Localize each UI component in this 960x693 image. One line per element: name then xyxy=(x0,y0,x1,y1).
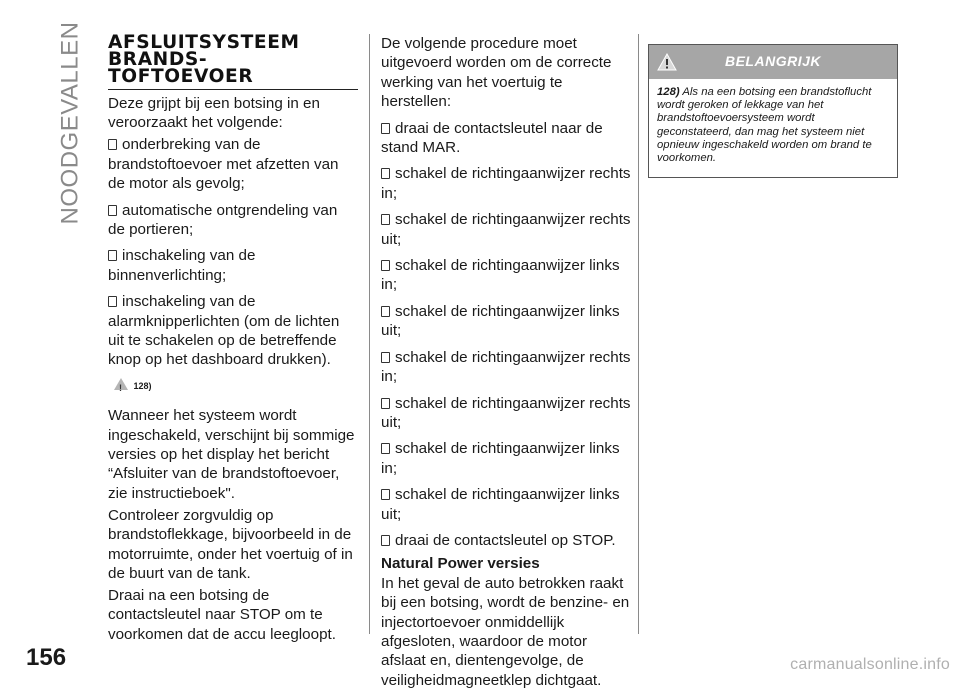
notice-number: 128) xyxy=(657,86,680,98)
list-item xyxy=(381,439,631,478)
list-item-text: automatische ontgrendeling van de portieren; xyxy=(108,201,338,238)
list-item xyxy=(381,210,631,249)
checkbox-bullet-icon xyxy=(381,535,390,546)
heading-line: AFSLUITSYSTEEM xyxy=(108,32,300,53)
list-item xyxy=(108,292,358,370)
subheading: Natural Power versies xyxy=(381,555,540,573)
intro-text: Deze grijpt bij een botsing in en veroorzaakt het volgende: xyxy=(108,95,320,132)
warning-triangle-icon xyxy=(657,53,677,71)
warning-triangle-icon xyxy=(114,378,128,390)
section-heading xyxy=(108,34,358,90)
list-item-text: schakel de richtingaanwijzer links uit; xyxy=(381,302,620,340)
list-item-text: inschakeling van de alarmknipperlichten (om de lichten uit te schakelen op de betreffende knop op het dashboard drukken). xyxy=(108,293,340,369)
checkbox-bullet-icon xyxy=(381,398,390,409)
list-item-text: schakel de richtingaanwijzer links in; xyxy=(381,257,620,294)
heading-line: BRANDS- xyxy=(108,49,208,70)
checkbox-bullet-icon xyxy=(381,443,390,454)
list-item xyxy=(381,164,631,203)
list-item xyxy=(381,302,631,341)
intro-text: De volgende procedure moet uitgevoerd worden om de correcte werking van het voertuig te herstellen: xyxy=(381,35,612,111)
list-item xyxy=(381,119,631,158)
column-3 xyxy=(648,34,898,178)
list-item xyxy=(381,394,631,433)
list-item-text: schakel de richtingaanwijzer rechts uit; xyxy=(381,394,631,431)
checkbox-bullet-icon xyxy=(381,260,390,271)
list-item xyxy=(381,348,631,387)
list-item xyxy=(108,201,358,240)
list-item-text: schakel de richtingaanwijzer links uit; xyxy=(381,486,620,523)
list-item-text: draai de contactsleutel naar de stand MAR. xyxy=(381,119,603,157)
column-2 xyxy=(381,34,631,693)
list-item-text: schakel de richtingaanwijzer rechts uit; xyxy=(381,211,631,248)
body-paragraph: Wanneer het systeem wordt ingeschakeld, verschijnt bij sommige versies op het display het bericht “Afsluiter van de brandstoftoevoer, zie instructieboek". xyxy=(108,407,355,502)
list-item-text: inschakeling van de binnenverlichting; xyxy=(108,247,256,284)
list-item xyxy=(108,246,358,285)
page-number: 156 xyxy=(26,644,67,671)
body-paragraph: Controleer zorgvuldig op brandstoflekkage, bijvoorbeeld in de motorruimte, onder het voertuig of in de buurt van de tank. xyxy=(108,506,353,582)
checkbox-bullet-icon xyxy=(381,352,390,363)
section-tab-label: NOODGEVALLEN xyxy=(56,21,84,225)
notice-body xyxy=(649,79,897,177)
checkbox-bullet-icon xyxy=(381,306,390,317)
notice-header xyxy=(649,45,897,79)
body-paragraph: Draai na een botsing de contactsleutel naar STOP om te voorkomen dat de accu leegloopt. xyxy=(108,586,336,643)
list-item-text: draai de contactsleutel op STOP. xyxy=(395,531,616,549)
heading-line: TOFTOEVOER xyxy=(108,66,254,87)
column-divider-1 xyxy=(369,34,370,634)
checkbox-bullet-icon xyxy=(108,139,117,150)
checkbox-bullet-icon xyxy=(108,205,117,216)
list-item xyxy=(381,531,631,550)
checkbox-bullet-icon xyxy=(381,168,390,179)
list-item xyxy=(108,135,358,193)
notice-box xyxy=(648,44,898,178)
list-item-text: schakel de richtingaanwijzer rechts in; xyxy=(381,165,631,202)
body-paragraph: In het geval de auto betrokken raakt bij een botsing, wordt de benzine- en injectortoevoer onmiddellijk afgesloten, waardoor de motor afslaat en, dientengevolge, de veiligheidmagneetklep dichtgaat. xyxy=(381,574,630,689)
warning-reference xyxy=(114,377,358,396)
notice-title: BELANGRIJK xyxy=(724,53,821,70)
notice-text: Als na een botsing een brandstoflucht wordt geroken of lekkage van het brandstoftoevoersysteem wordt geconstateerd, dan mag het systeem niet opnieuw ingeschakeld worden om brand te voorkomen. xyxy=(657,86,872,165)
list-item xyxy=(381,485,631,524)
column-1 xyxy=(108,34,358,647)
column-divider-2 xyxy=(638,34,639,634)
warning-reference-number: 128) xyxy=(133,380,152,391)
checkbox-bullet-icon xyxy=(108,296,117,307)
checkbox-bullet-icon xyxy=(381,489,390,500)
section-tab xyxy=(52,21,88,225)
checkbox-bullet-icon xyxy=(381,214,390,225)
watermark: carmanualsonline.info xyxy=(790,656,950,673)
checkbox-bullet-icon xyxy=(108,250,117,261)
list-item-text: onderbreking van de brandstoftoevoer met afzetten van de motor als gevolg; xyxy=(108,136,339,193)
list-item-text: schakel de richtingaanwijzer rechts in; xyxy=(381,348,631,386)
list-item-text: schakel de richtingaanwijzer links in; xyxy=(381,440,620,477)
list-item xyxy=(381,256,631,295)
checkbox-bullet-icon xyxy=(381,123,390,134)
